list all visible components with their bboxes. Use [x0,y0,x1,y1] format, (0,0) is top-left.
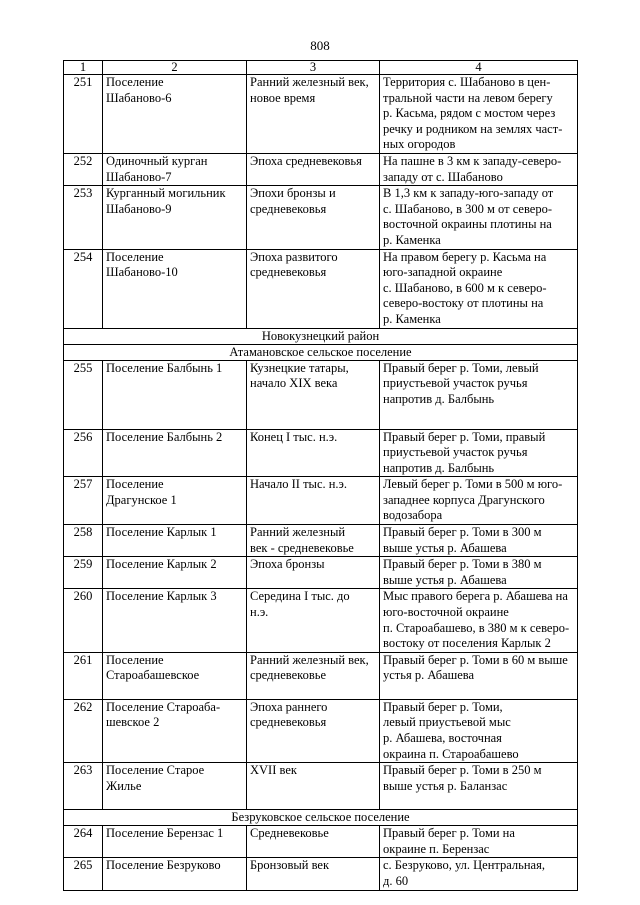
cell-name: Поселение Безруково [103,858,247,890]
section-row [64,328,578,344]
table-row [64,360,578,429]
cell-period: Начало II тыс. н.э. [247,477,380,525]
header-cell: 2 [103,61,247,75]
cell-number: 263 [64,763,103,810]
cell-number: 253 [64,186,103,249]
table-row [64,75,578,154]
cell-location: Мыс правого берега р. Абашева на юго-восточной окраине п. Староабашево, в 380 м к северо- востоку от поселения Карлык 2 [380,589,578,652]
cell-location: В 1,3 км к западу-юго-западу от с. Шабаново, в 300 м от северо- восточной окраины плотины на р. Каменка [380,186,578,249]
cell-number: 252 [64,153,103,185]
cell-period: Ранний железный век - средневековье [247,525,380,557]
cell-period: Средневековье [247,826,380,858]
table-row [64,477,578,525]
section-title: Новокузнецкий район [64,328,578,344]
cell-number: 256 [64,429,103,477]
cell-period: Бронзовый век [247,858,380,890]
cell-period: XVII век [247,763,380,810]
cell-location: Территория с. Шабаново в цен- тральной части на левом берегу р. Касьма, рядом с мостом через речку и родником на землях част- ных огородов [380,75,578,154]
section-title: Безруковское сельское поселение [64,810,578,826]
cell-period: Эпоха развитого средневековья [247,249,380,328]
header-cell: 3 [247,61,380,75]
cell-name: Поселение Шабаново-6 [103,75,247,154]
cell-name: Поселение Староаба- шевское 2 [103,699,247,762]
cell-name: Поселение Драгунское 1 [103,477,247,525]
cell-location: Правый берег р. Томи в 300 м выше устья р. Абашева [380,525,578,557]
cell-location: На правом берегу р. Касьма на юго-западной окраине с. Шабаново, в 600 м к северо- северо-востоку от плотины на р. Каменка [380,249,578,328]
header-cell: 4 [380,61,578,75]
cell-name: Поселение Карлык 2 [103,557,247,589]
table-row [64,525,578,557]
monuments-table [63,60,578,891]
cell-period: Эпоха средневековья [247,153,380,185]
table-row [64,557,578,589]
cell-name: Поселение Староабашевское [103,652,247,699]
cell-number: 265 [64,858,103,890]
cell-location: Правый берег р. Томи, правый приустьевой участок ручья напротив д. Балбынь [380,429,578,477]
section-row [64,810,578,826]
cell-location: Правый берег р. Томи в 60 м выше устья р. Абашева [380,652,578,699]
table-row [64,699,578,762]
cell-name: Поселение Старое Жилье [103,763,247,810]
cell-name: Курганный могильник Шабаново-9 [103,186,247,249]
cell-location: На пашне в 3 км к западу-северо- западу от с. Шабаново [380,153,578,185]
cell-number: 260 [64,589,103,652]
cell-name: Поселение Шабаново-10 [103,249,247,328]
table-row [64,249,578,328]
cell-location: с. Безруково, ул. Центральная, д. 60 [380,858,578,890]
cell-number: 264 [64,826,103,858]
table-row [64,186,578,249]
table-header-row [64,61,578,75]
cell-name: Поселение Карлык 3 [103,589,247,652]
page-number: 808 [310,38,330,53]
cell-name: Одиночный курган Шабаново-7 [103,153,247,185]
cell-number: 258 [64,525,103,557]
cell-name: Поселение Балбынь 2 [103,429,247,477]
cell-location: Правый берег р. Томи в 380 м выше устья р. Абашева [380,557,578,589]
cell-period: Эпохи бронзы и средневековья [247,186,380,249]
header-cell: 1 [64,61,103,75]
section-row [64,344,578,360]
cell-number: 262 [64,699,103,762]
cell-number: 261 [64,652,103,699]
cell-name: Поселение Берензас 1 [103,826,247,858]
cell-period: Эпоха раннего средневековья [247,699,380,762]
cell-number: 254 [64,249,103,328]
table-row [64,153,578,185]
cell-number: 257 [64,477,103,525]
cell-period: Середина I тыс. до н.э. [247,589,380,652]
table-row [64,826,578,858]
cell-period: Эпоха бронзы [247,557,380,589]
cell-location: Правый берег р. Томи, левый приустьевой участок ручья напротив д. Балбынь [380,360,578,429]
table-row [64,763,578,810]
cell-period: Конец I тыс. н.э. [247,429,380,477]
cell-location: Правый берег р. Томи на окраине п. Берензас [380,826,578,858]
table-row [64,429,578,477]
cell-name: Поселение Балбынь 1 [103,360,247,429]
cell-location: Правый берег р. Томи в 250 м выше устья р. Баланзас [380,763,578,810]
table-row [64,858,578,890]
cell-location: Правый берег р. Томи, левый приустьевой мыс р. Абашева, восточная окраина п. Староабашево [380,699,578,762]
cell-number: 255 [64,360,103,429]
cell-location: Левый берег р. Томи в 500 м юго- западнее корпуса Драгунского водозабора [380,477,578,525]
cell-period: Ранний железный век, средневековье [247,652,380,699]
cell-number: 259 [64,557,103,589]
cell-period: Ранний железный век, новое время [247,75,380,154]
cell-number: 251 [64,75,103,154]
table-row [64,589,578,652]
cell-period: Кузнецкие татары, начало XIX века [247,360,380,429]
cell-name: Поселение Карлык 1 [103,525,247,557]
section-title: Атамановское сельское поселение [64,344,578,360]
table-row [64,652,578,699]
